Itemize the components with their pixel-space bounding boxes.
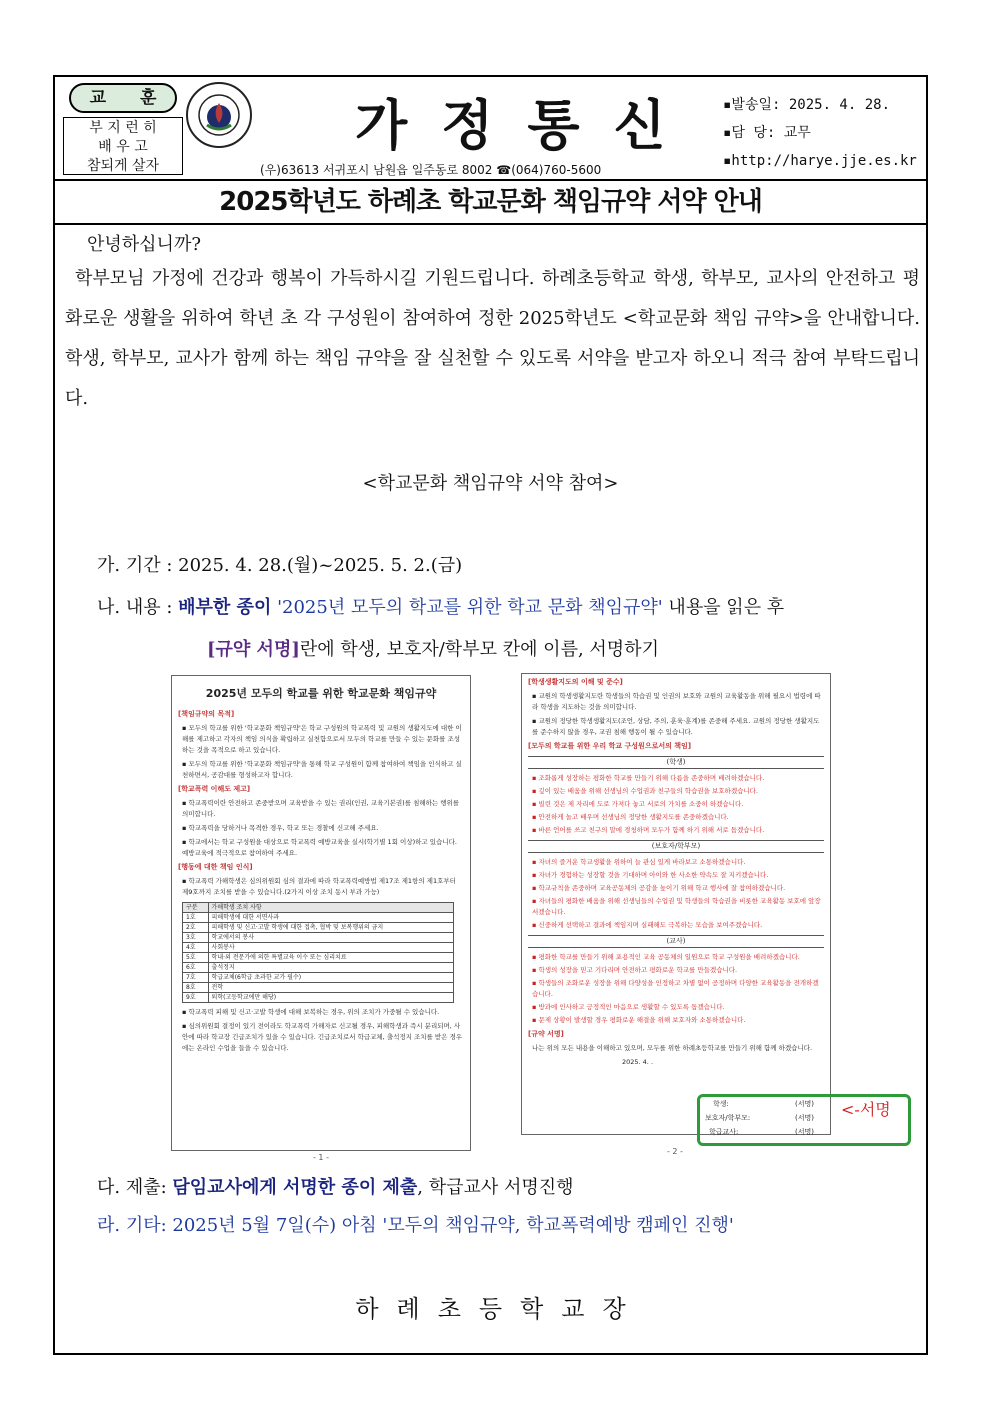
measures-table: 구분 가해학생 조치 사항 1호 피해학생에 대한 서면사과 2호 피해학생 및 신고·고발 학생에 대한 접촉, 협박 및 보복행위의 금지 3호 학교에서의 봉사 4호 사회봉사 5호 학내·외 전문가에 의한 특별교육 이수 또는 심리치료 6호 출석정지 7호 학급교체(6학급 초과한 교가 필수) 8호 전학 9호 퇴학(고등학교에만 해당) — [182, 902, 454, 1003]
manager: ▪담 당: 교무 — [723, 125, 811, 141]
section-title: <학교문화 책임규약 서약 참여> — [362, 473, 619, 494]
send-date: ▪발송일: 2025. 4. 28. — [723, 97, 891, 113]
intro-paragraph: 학부모님 가정에 건강과 행복이 가득하시길 기원드립니다. 하례초등학교 학생, 학부모, 교사의 안전하고 평화로운 생활을 위하여 학년 초 각 구성원이 참여하여 정한 2025학년도 <학교문화 책임 규약>을 안내합니다. 학생, 학부모, 교사가 함께 하는 책임 규약을 잘 실천할 수 있도록 서약을 받고자 하오니 적극 참여 부탁드립니다. — [65, 268, 920, 409]
motto-text: 부 지 런 히 배 우 고 참되게 살자 — [63, 117, 183, 175]
school-motto — [63, 83, 183, 175]
signature-note: <-서명 — [841, 1100, 891, 1119]
principal-signature: 하례초등학교장 — [355, 1295, 644, 1323]
item-submit: 다. 제출: 담임교사에게 서명한 종이 제출, 학급교사 서명진행 — [97, 1177, 574, 1198]
notice-headline: 2025학년도 하례초 학교문화 책임규약 서약 안내 — [55, 181, 926, 225]
homepage-link[interactable]: ▪http://harye.jje.es.kr — [723, 153, 917, 169]
item-etc: 라. 기타: 2025년 5월 7일(수) 아침 '모두의 책임규약, 학교폭력예방 캠페인 진행' — [97, 1215, 734, 1236]
body-text — [65, 231, 920, 419]
newsletter-title: 가정통신 — [355, 93, 700, 157]
agreement-page-2: [학생생활지도의 이해 및 준수] ▪ 교원의 학생생활지도란 학생들의 학습권 및 인권의 보호와 교원의 교육활동을 위해 필요시 법령에 따라 학생을 지도하는 것을 의미합니다. ▪ 교원의 정당한 학생생활지도(조언, 상담, 주의, 훈육·훈계)를 존중해 주세요. 교원의 정당한 생활지도를 준수하지 않을 경우, 교권 침해 행동이 될 수 있습니다. [모두의 학교를 위한 우리 학교 구성원으로서의 책임] (학생) ▪ 조화롭게 성장하는 평화한 학교를 만들기 위해 다름을 존중하며 배려하겠습니다. ▪ 깊이 있는 배움을 위해 선생님의 수업권과 친구들의 학습권을 보호하겠습니다. ▪ 빌린 것은 제 자리에 도로 가져다 놓고 서로의 가치를 소중히 하겠습니다. ▪ 안전하게 놀고 배우며 선생님의 정당한 생활지도를 존중하겠습니다. ▪ 바른 언어를 쓰고 친구의 말에 경청하며 모두가 함께 하기 위해 서로 돕겠습니다. (보호자/학부모) ▪ 자녀의 즐거운 학교생활을 위하여 늘 관심 있게 바라보고 소통하겠습니다. ▪ 자녀가 경험하는 성장할 것을 기대하며 아이와 한 사소한 약속도 잘 지키겠습니다. ▪ 학교규칙을 존중하며 교육공동체의 공감을 높이기 위해 학교 행사에 잘 참여하겠습니다. ▪ 자녀들의 평화한 배움을 위해 선생님들의 수업권 및 학생들의 학습권을 비롯한 교육활동 보호에 앞장서겠습니다. ▪ 신중하게 선택하고 결과에 책임지며 실패해도 극복하는 모습을 보여주겠습니다. (교사) ▪ 평화한 학교를 만들기 위해 포용적인 교육 공동체의 일원으로 학교 구성원을 배려하겠습니다. ▪ 학생의 성장을 믿고 기다리며 안전하고 평화로운 학교를 만들겠습니다. ▪ 학생들의 조화로운 성장을 위해 다양성을 인정하고 차별 없이 공정하며 다양한 교육활동을 전개하겠습니다. ▪ 방과에 인사하고 긍정적인 마음으로 생활할 수 있도록 돕겠습니다. ▪ 문제 상황이 발생할 경우 평화로운 해결을 위해 보호자와 소통하겠습니다. [규약 서명] 나는 위의 모든 내용을 이해하고 있으며, 모두를 위한 하례초등학교를 만들기 위해 함께 하겠습니다. 2025. 4. . — [521, 673, 831, 1135]
newsletter-meta — [723, 91, 917, 175]
sign-parent: 보호자/학부모: — [705, 1114, 751, 1122]
school-address: (우)63613 서귀포시 남원읍 일주동로 8002 ☎(064)760-5600 — [260, 163, 602, 177]
motto-label: 교 훈 — [69, 83, 177, 113]
greeting: 안녕하십니까? — [87, 234, 201, 255]
header — [55, 77, 926, 181]
sign-student: 학생: — [713, 1100, 729, 1108]
sign-teacher: 학급교사: — [709, 1128, 739, 1136]
item-content: 나. 내용 : 배부한 종이 '2025년 모두의 학교를 위한 학교 문화 책임규약' 내용을 읽은 후 — [97, 597, 785, 618]
school-logo-icon — [185, 81, 253, 149]
page-number-1: - 1 - — [313, 1153, 329, 1162]
item-period: 가. 기간 : 2025. 4. 28.(월)~2025. 5. 2.(금) — [97, 555, 463, 576]
newsletter-frame: 교 훈 부 지 런 히 배 우 고 참되게 살자 가정통신 (우)63613 서귀포시 남원읍 일주동로 8002 ☎(064)760-5600 ▪발송일: 2025. 4. 28. ▪담 당: 교무 ▪http://harye.jje.es.kr 2025학년도 하례초 학교문화 책임규약 서약 안내 안녕하십니까? 학부모님 가정에 건강과 행복이 가득하시길 기원드립니다. 하례초등학교 학생, 학부모, 교사의 안전하고 평화로운 생활을 위하여 학년 초 각 구성원이 참여하여 정한 2025학년도 <학교문화 책임 규약>을 안내합니다. 학생, 학부모, 교사가 함께 하는 책임 규약을 잘 실천할 수 있도록 서약을 받고자 하오니 적극 참여 부탁드립니다. <학교문화 책임규약 서약 참여> 가. 기간 : 2025. 4. 28.(월)~2025. 5. 2.(금) 나. 내용 : 배부한 종이 '2025년 모두의 학교를 위한 학교 문화 책임규약' 내용을 읽은 후 [규약 서명]란에 학생, 보호자/학부모 칸에 이름, 서명하기 2025년 모두의 학교를 위한 학교문화 책임규약 [책임규약의 목적] ▪ 모두의 학교를 위한 '학교문화 책임규약'은 학교 구성원의 학교폭력 및 교원의 생활지도에 대한 이해를 제고하고 각자의 책임 의식을 확립하고 실천함으로서 모두의 학교를 만들 수 있는 문화를 조성하는 것을 목적으로 하고 있습니다. ▪ 모두의 학교를 위한 '학교문화 책임규약'을 통해 학교 구성원이 함께 참여하여 책임을 인식하고 실천하면서, 공감대를 형성하고자 합니다. [학교폭력 이해도 제고] ▪ 학교폭력이란 안전하고 존중받으며 교육받을 수 있는 권리(인권, 교육기본권)를 침해하는 행위를 의미합니다. ▪ 학교폭력을 당하거나 목격한 경우, 학교 또는 경찰에 신고해 주세요. ▪ 학교에서는 학교 구성원을 대상으로 학교폭력 예방교육을 실시(학기별 1회 이상)하고 있습니다. 예방교육에 적극적으로 참여하여 주세요. [행동에 대한 책임 인식] ▪ 학교폭력 가해학생은 심의위원회 심의 결과에 따라 학교폭력예방법 제17조 제1항의 제1호부터 제9호까지 조치를 받을 수 있습니다.(2가지 이상 조치 동시 부과 가능) 구분 가해학생 조치 사항 1호 피해학생에 대한 서면사과 2호 피해학생 및 신고·고발 학생에 대한 접촉, 협박 및 보복행위의 금지 3호 학교에서의 봉사 4호 사회봉사 5호 학내·외 전문가에 의한 특별교육 이수 또는 심리치료 6호 출석정지 7호 학급교체(6학급 초과한 교가 필수) 8호 전학 9호 퇴학(고등학교에만 해당) ▪ 학교폭력 피해 및 신고·고발 학생에 대해 보복하는 경우, 위의 조치가 가중될 수 있습니다. ▪ 심의위원회 결정이 있기 전이라도 학교폭력 가해자로 신고될 경우, 피해학생과 즉시 분리되며, 사안에 따라 학교장 긴급조치가 있을 수 있습니다. 긴급조치로서 학급교체, 출석정지 조치를 받은 경우에는 온라인 수업을 들을 수 있습니다. - 1 - [학생생활지도의 이해 및 준수] ▪ 교원의 학생생활지도란 학생들의 학습권 및 인권의 보호와 교원의 교육활동을 위해 필요시 법령에 따라 학생을 지도하는 것을 의미합니다. ▪ 교원의 정당한 학생생활지도(조언, 상담, 주의, 훈육·훈계)를 존중해 주세요. 교원의 정당한 생활지도를 준수하지 않을 경우, 교권 침해 행동이 될 수 있습니다. [모두의 학교를 위한 우리 학교 구성원으로서의 책임] (학생) ▪ 조화롭게 성장하는 평화한 학교를 만들기 위해 다름을 존중하며 배려하겠습니다. ▪ 깊이 있는 배움을 위해 선생님의 수업권과 친구들의 학습권을 보호하겠습니다. ▪ 빌린 것은 제 자리에 도로 가져다 놓고 서로의 가치를 소중히 하겠습니다. ▪ 안전하게 놀고 배우며 선생님의 정당한 생활지도를 존중하겠습니다. ▪ 바른 언어를 쓰고 친구의 말에 경청하며 모두가 함께 하기 위해 서로 돕겠습니다. (보호자/학부모) ▪ 자녀의 즐거운 학교생활을 위하여 늘 관심 있게 바라보고 소통하겠습니다. ▪ 자녀가 경험하는 성장할 것을 기대하며 아이와 한 사소한 약속도 잘 지키겠습니다. ▪ 학교규칙을 존중하며 교육공동체의 공감을 높이기 위해 학교 행사에 잘 참여하겠습니다. ▪ 자녀들의 평화한 배움을 위해 선생님들의 수업권 및 학생들의 학습권을 비롯한 교육활동 보호에 앞장서겠습니다. ▪ 신중하게 선택하고 결과에 책임지며 실패해도 극복하는 모습을 보여주겠습니다. (교사) ▪ 평화한 학교를 만들기 위해 포용적인 교육 공동체의 일원으로 학교 구성원을 배려하겠습니다. ▪ 학생의 성장을 믿고 기다리며 안전하고 평화로운 학교를 만들겠습니다. ▪ 학생들의 조화로운 성장을 위해 다양성을 인정하고 차별 없이 공정하며 다양한 교육활동을 전개하겠습니다. ▪ 방과에 인사하고 긍정적인 마음으로 생활할 수 있도록 돕겠습니다. ▪ 문제 상황이 발생할 경우 평화로운 해결을 위해 보호자와 소통하겠습니다. [규약 서명] 나는 위의 모든 내용을 이해하고 있으며, 모두를 위한 하례초등학교를 만들기 위해 함께 하겠습니다. 2025. 4. . - 2 - 학생: (서명) 보호자/학부모: (서명) 학급교사: (서명) <-서명 다. 제출: 담임교사에게 서명한 종이 제출, 학급교사 서명진행 라. 기타: 2025년 5월 7일(수) 아침 '모두의 책임규약, 학교폭력예방 캠페인 진행' 하례초등학교장 — [53, 75, 928, 1355]
page-number-2: - 2 - — [667, 1147, 683, 1156]
agreement-page-1: 2025년 모두의 학교를 위한 학교문화 책임규약 [책임규약의 목적] ▪ 모두의 학교를 위한 '학교문화 책임규약'은 학교 구성원의 학교폭력 및 교원의 생활지도에 대한 이해를 제고하고 각자의 책임 의식을 확립하고 실천함으로서 모두의 학교를 만들 수 있는 문화를 조성하는 것을 목적으로 하고 있습니다. ▪ 모두의 학교를 위한 '학교문화 책임규약'을 통해 학교 구성원이 함께 참여하여 책임을 인식하고 실천하면서, 공감대를 형성하고자 합니다. [학교폭력 이해도 제고] ▪ 학교폭력이란 안전하고 존중받으며 교육받을 수 있는 권리(인권, 교육기본권)를 침해하는 행위를 의미합니다. ▪ 학교폭력을 당하거나 목격한 경우, 학교 또는 경찰에 신고해 주세요. ▪ 학교에서는 학교 구성원을 대상으로 학교폭력 예방교육을 실시(학기별 1회 이상)하고 있습니다. 예방교육에 적극적으로 참여하여 주세요. [행동에 대한 책임 인식] ▪ 학교폭력 가해학생은 심의위원회 심의 결과에 따라 학교폭력예방법 제17조 제1항의 제1호부터 제9호까지 조치를 받을 수 있습니다.(2가지 이상 조치 동시 부과 가능) 구분 가해학생 조치 사항 1호 피해학생에 대한 서면사과 2호 피해학생 및 신고·고발 학생에 대한 접촉, 협박 및 보복행위의 금지 3호 학교에서의 봉사 4호 사회봉사 5호 학내·외 전문가에 의한 특별교육 이수 또는 심리치료 6호 출석정지 7호 학급교체(6학급 초과한 교가 필수) 8호 전학 9호 퇴학(고등학교에만 해당) ▪ 학교폭력 피해 및 신고·고발 학생에 대해 보복하는 경우, 위의 조치가 가중될 수 있습니다. ▪ 심의위원회 결정이 있기 전이라도 학교폭력 가해자로 신고될 경우, 피해학생과 즉시 분리되며, 사안에 따라 학교장 긴급조치가 있을 수 있습니다. 긴급조치로서 학급교체, 출석정지 조치를 받은 경우에는 온라인 수업을 들을 수 있습니다. — [171, 675, 471, 1151]
item-content-line2: [규약 서명]란에 학생, 보호자/학부모 칸에 이름, 서명하기 — [207, 639, 659, 660]
